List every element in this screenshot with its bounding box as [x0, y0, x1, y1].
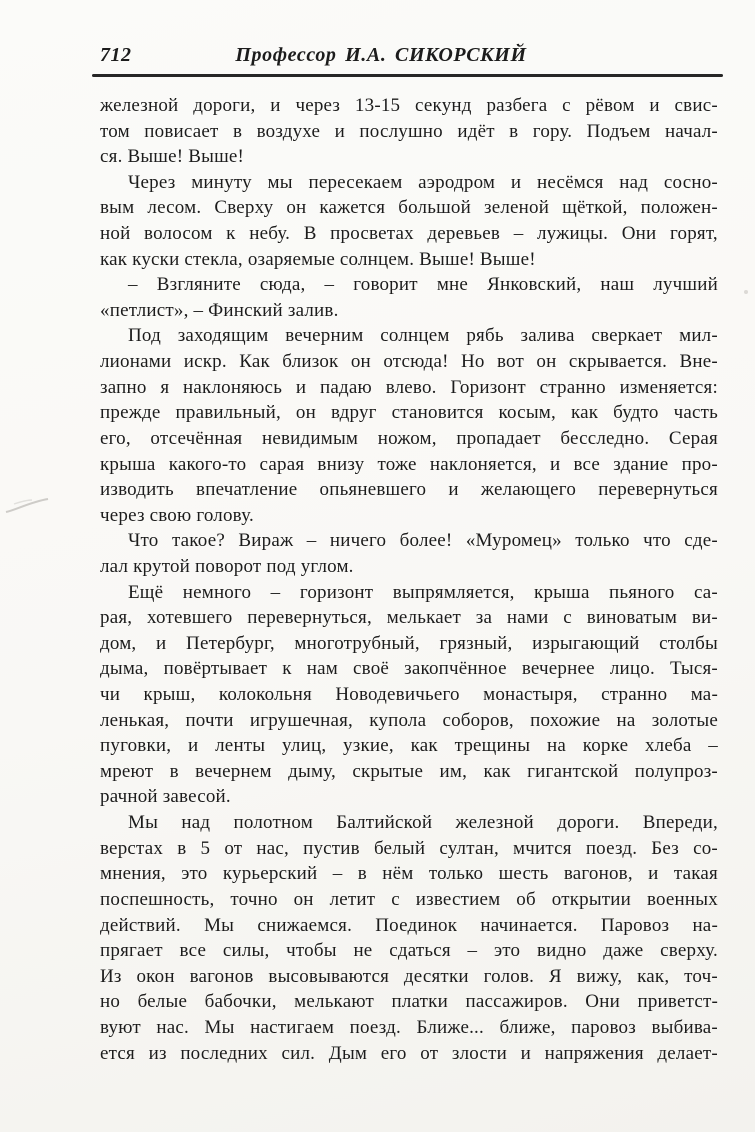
text-line: его, отсечённая невидимым ножом, пропадает бесследно. Серая: [100, 427, 718, 449]
text-line: действий. Мы снижаемся. Поединок начинается. Паровоз на-: [100, 914, 718, 936]
text-line: дыма, повёртывает к нам своё закопчённое вечернее лицо. Тыся-: [100, 658, 718, 680]
text-line: изводить впечатление опьяневшего и желающего перевернуться: [100, 479, 718, 501]
text-line: чи крыш, колокольня Новодевичьего монастыря, странно ма-: [100, 684, 718, 706]
text-line: Из окон вагонов высовываются десятки голов. Я вижу, как, точ-: [100, 965, 718, 987]
text-line: лионами искр. Как близок он отсюда! Но вот он скрывается. Вне-: [100, 351, 718, 373]
header-rule: [92, 74, 723, 77]
text-line: ленькая, почти игрушечная, купола соборов, похожие на золотые: [100, 709, 718, 731]
scan-artifact-speck: [742, 288, 750, 296]
text-line: прежде правильный, он вдруг становится косым, как будто часть: [100, 402, 718, 424]
text-line: – Взгляните сюда, – говорит мне Янковский, наш лучший: [128, 274, 718, 296]
text-line: через свою голову.: [100, 504, 254, 526]
running-title: Профессор И.А. СИКОРСКИЙ: [235, 44, 527, 66]
text-line: том повисает в воздухе и послушно идёт в гору. Подъем начал-: [100, 120, 718, 142]
text-line: прягает все силы, чтобы не сдаться – это видно даже сверху.: [100, 940, 718, 962]
text-line: железной дороги, и через 13-15 секунд разбега с рёвом и свис-: [100, 95, 718, 116]
text-line: ся. Выше! Выше!: [100, 146, 245, 168]
text-line: мреют в вечернем дыму, скрытые им, как гигантской полупроз-: [100, 760, 718, 782]
text-line: рачной завесой.: [100, 786, 231, 808]
text-line: лал крутой поворот под углом.: [100, 555, 354, 577]
text-line: поспешность, точно он летит с известием об открытии военных: [100, 888, 718, 910]
text-line: но белые бабочки, мелькают платки пассажиров. Они приветст-: [100, 991, 718, 1013]
page-number: 712: [100, 44, 132, 66]
text-line: дом, и Петербург, многотрубный, грязный, изрыгающий столбы: [100, 632, 718, 654]
text-line: Через минуту мы пересекаем аэродром и несёмся над сосно-: [128, 171, 718, 193]
text-line: крыша какого-то сарая внизу тоже наклоняется, и все здание про-: [100, 453, 718, 475]
text-line: пуговки, и ленты улиц, узкие, как трещины на корке хлеба –: [100, 735, 718, 757]
text-line: вуют нас. Мы настигаем поезд. Ближе... ближе, паровоз выбива-: [100, 1016, 718, 1038]
text-line: Что такое? Вираж – ничего более! «Муромец» только что сде-: [128, 530, 718, 552]
text-line: верстах в 5 от нас, пустив белый султан, мчится поезд. Без со-: [100, 837, 718, 859]
text-line: Ещё немного – горизонт выпрямляется, крыша пьяного са-: [128, 581, 718, 603]
text-line: как куски стекла, озаряемые солнцем. Выше! Выше!: [100, 248, 536, 270]
body-text: [100, 93, 718, 1066]
text-line: рая, хотевшего перевернуться, мелькает за нами с виноватым ви-: [100, 607, 718, 629]
text-line: запно я наклоняюсь и падаю влево. Горизонт странно изменяется:: [100, 376, 718, 398]
text-line: ной волосом к небу. В просветах деревьев – лужицы. Они горят,: [100, 223, 718, 245]
text-line: ется из последних сил. Дым его от злости и напряжения делает-: [100, 1042, 718, 1064]
scan-artifact-squiggle: [4, 490, 52, 516]
text-line: Под заходящим вечерним солнцем рябь залива сверкает мил-: [128, 325, 718, 347]
text-line: «петлист», – Финский залив.: [100, 299, 339, 321]
text-line: вым лесом. Сверху он кажется большой зеленой щёткой, положен-: [100, 197, 718, 219]
text-line: Мы над полотном Балтийской железной дороги. Впереди,: [128, 812, 718, 834]
text-line: мнения, это курьерский – в нём только шесть вагонов, и такая: [100, 863, 718, 885]
